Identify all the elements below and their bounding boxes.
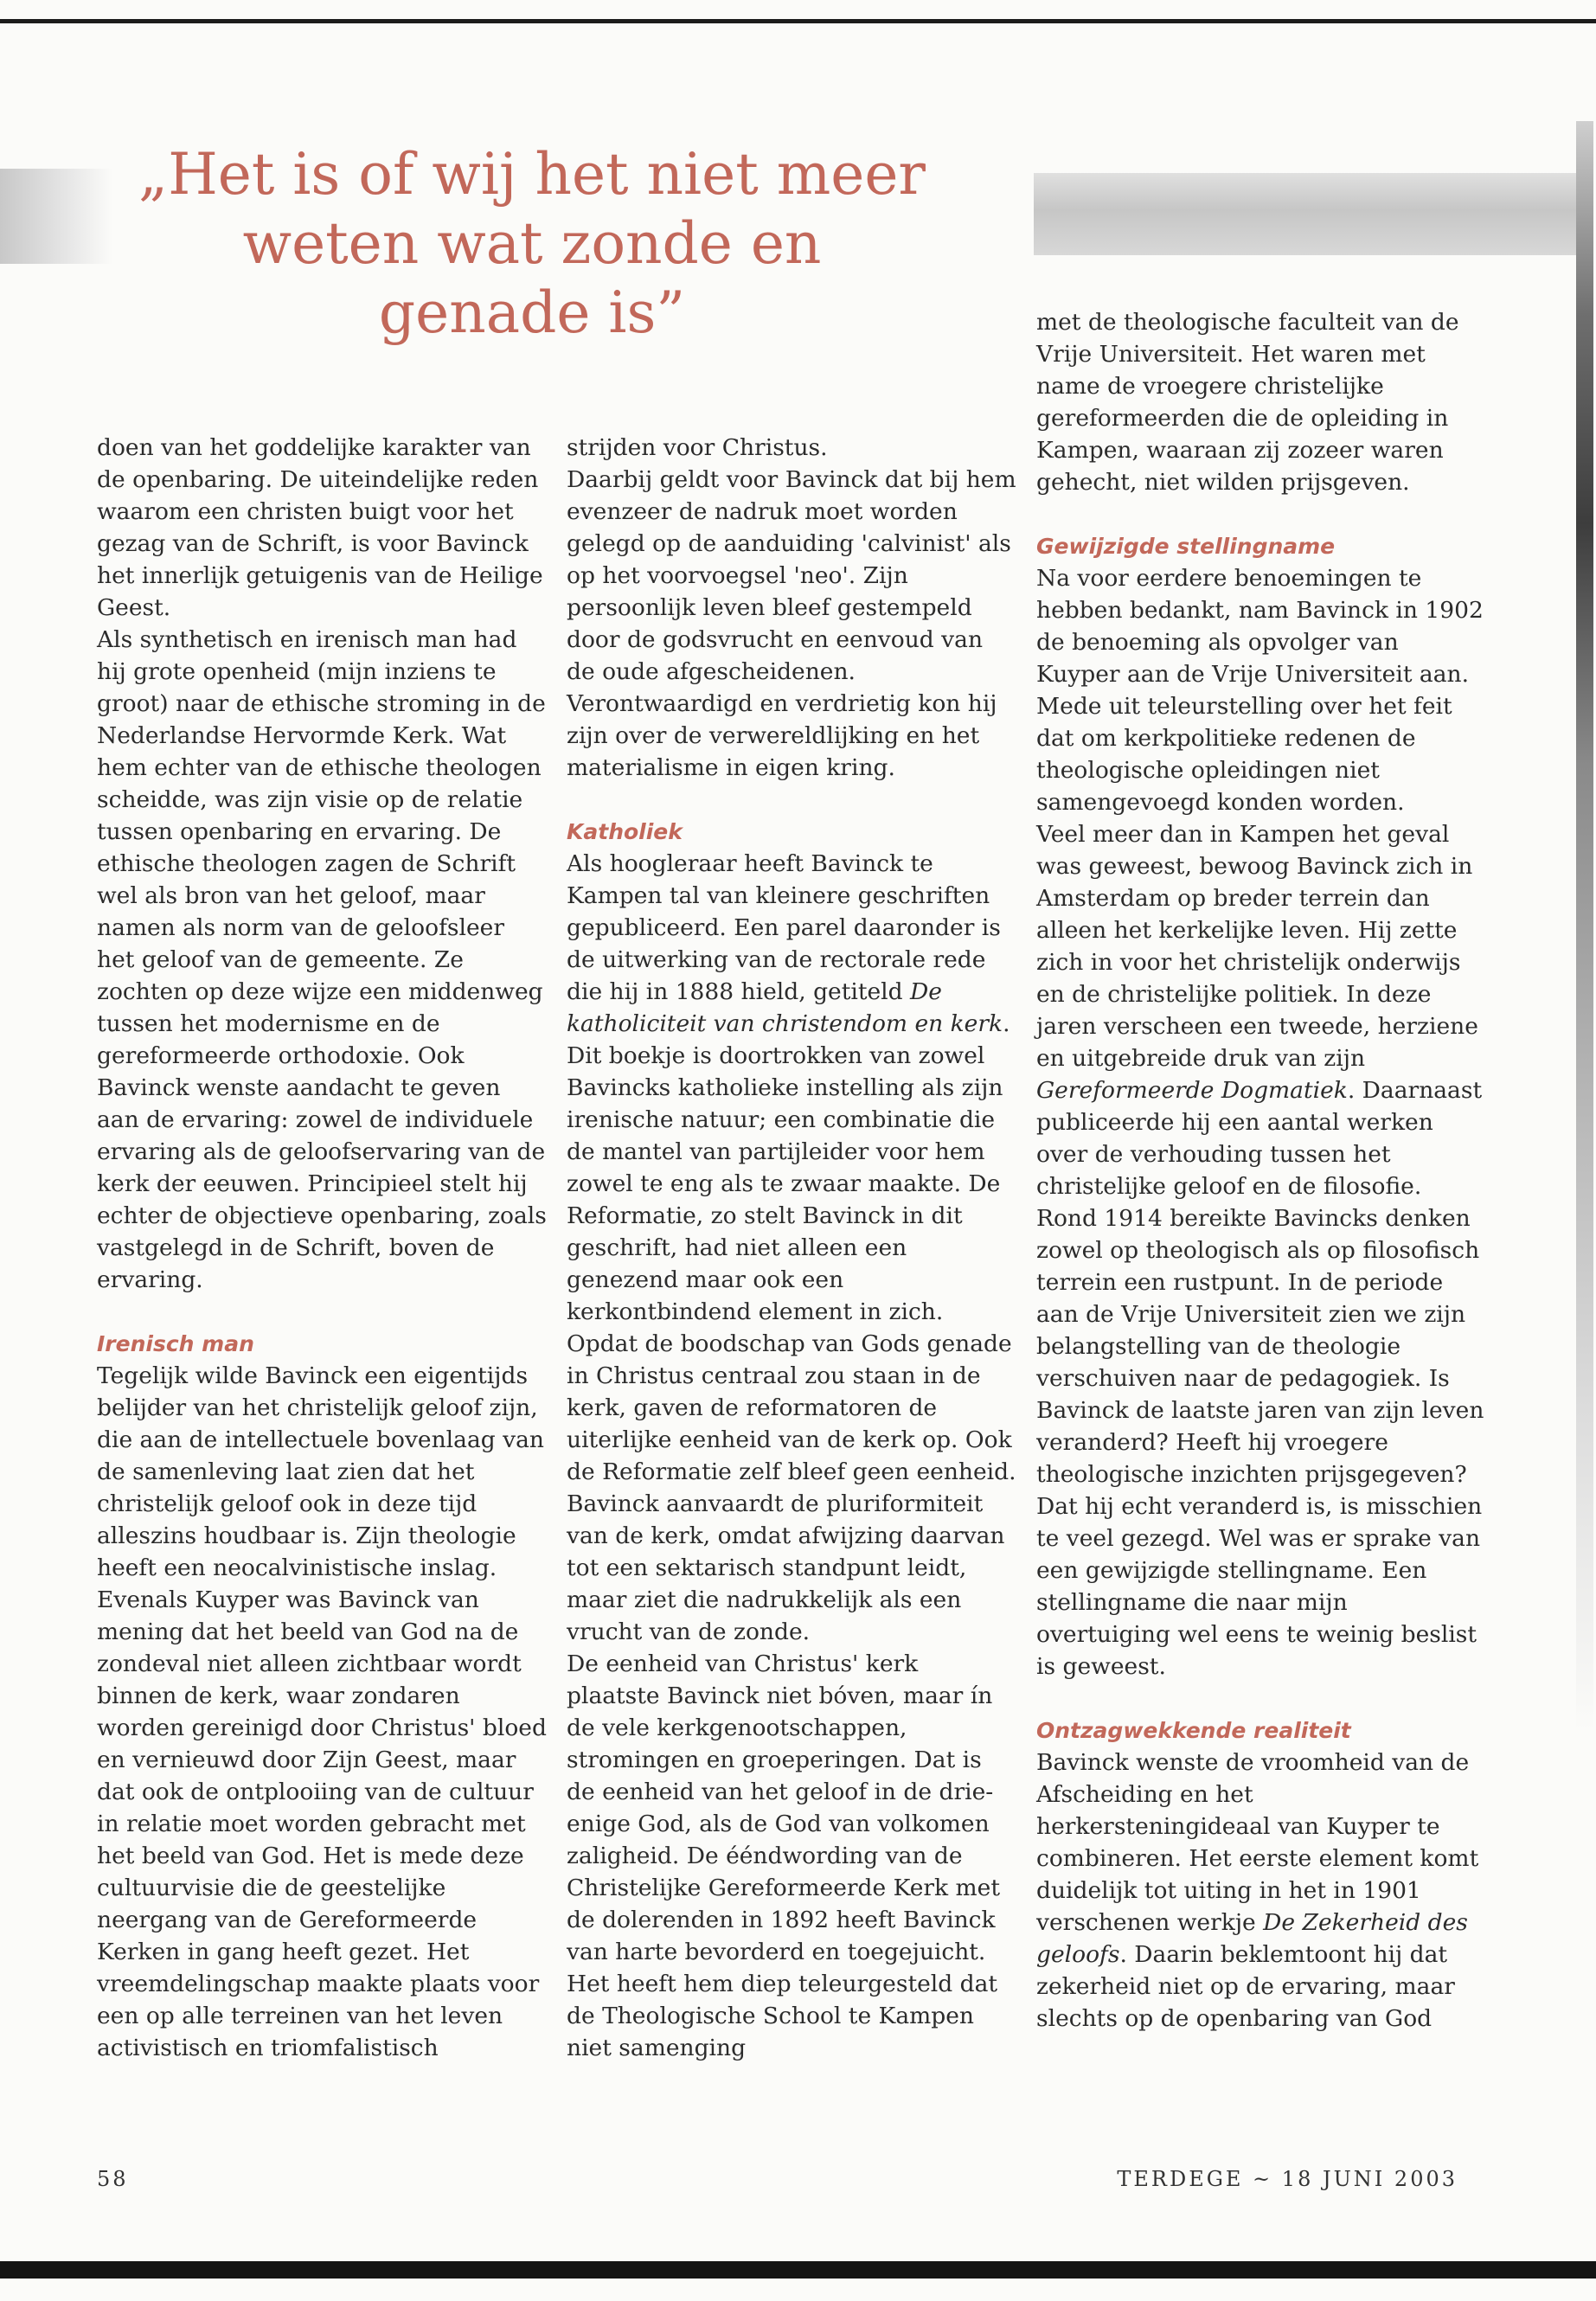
paragraph: Als hoogleraar heeft Bavinck te Kampen tal van kleinere geschriften gepubliceerd. Een parel daaronder is de uitwerking van de rectorale rede die hij in 1888 hield, getiteld De katholiciteit van christendom en kerk. Dit boekje is doortrokken van zowel Bavincks katholieke instelling als zijn irenische natuur; een combinatie die de mantel van partijleider voor hem zowel te eng als te zwaar maakte. De Reformatie, zo stelt Bavinck in dit geschrift, had niet alleen een genezend maar ook een kerkontbindend element in zich. Opdat de boodschap van Gods genade in Christus centraal zou staan in de kerk, gaven de reformatoren de uiterlijke eenheid van de kerk op. Ook de Reformatie zelf bleef geen eenheid. Bavinck aanvaardt de pluriformiteit van de kerk, omdat afwijzing daarvan tot een sektarisch standpunt leidt, maar ziet die nadrukkelijk als een vrucht van de zonde. <box>567 850 1016 1645</box>
headline-quote: „Het is of wij het niet meer weten wat zonde en genade is” <box>138 141 926 346</box>
book-title: De Zekerheid des geloofs <box>1036 1909 1468 1968</box>
paragraph: Bavinck wenste de vroomheid van de Afscheiding en het herkersteningideaal van Kuyper te combineren. Het eerste element komt duidelijk tot uiting in het in 1901 verschenen werkje De Zekerheid des geloofs. Daarin beklemtoont hij dat zekerheid niet op de ervaring, maar slechts op de openbaring van God <box>1036 1749 1479 2032</box>
paragraph: Daarbij geldt voor Bavinck dat bij hem evenzeer de nadruk moet worden gelegd op de aanduiding 'calvinist' als op het voorvoegsel 'neo'. Zijn persoonlijk leven bleef gestempeld door de godsvrucht en eenvoud van de oude afgescheidenen. Verontwaardigd en verdrietig kon hij zijn over de verwereldlijking en het materialisme in eigen kring. <box>567 466 1016 781</box>
section-heading-gewijzigde-stellingname: Gewijzigde stellingname <box>1036 534 1336 559</box>
article-column-1 <box>97 432 547 2064</box>
paragraph: met de theologische faculteit van de Vrije Universiteit. Het waren met name de vroegere christelijke gereformeerden die de opleiding in Kampen, waaraan zij zozeer waren gehecht, niet wilden prijsgeven. <box>1036 309 1459 496</box>
scanned-photo-fragment-left <box>0 169 112 264</box>
scanned-photo-fragment-right <box>1034 173 1587 255</box>
article-column-2 <box>567 432 1016 2064</box>
paragraph: doen van het goddelijke karakter van de openbaring. De uiteindelijke reden waarom een christen buigt voor het gezag van de Schrift, is voor Bavinck het innerlijk getuigenis van de Heilige Geest. <box>97 434 543 621</box>
book-title: De katholiciteit van christendom en kerk <box>567 978 1003 1037</box>
publication-issue-line: TERDEGE ~ 18 JUNI 2003 <box>1117 2167 1458 2191</box>
paragraph: Veel meer dan in Kampen het geval was geweest, bewoog Bavinck zich in Amsterdam op breder terrein dan alleen het kerkelijke leven. Hij zette zich in voor het christelijk onderwijs en de christelijke politiek. In deze jaren verscheen een tweede, herziene en uitgebreide druk van zijn Gereformeerde Dogmatiek. Daarnaast publiceerde hij een aantal werken over de verhouding tussen het christelijke geloof en de filosofie. <box>1036 821 1483 1200</box>
paragraph: Als synthetisch en irenisch man had hij grote openheid (mijn inziens te groot) naar de ethische stroming in de Nederlandse Hervormde Kerk. Wat hem echter van de ethische theologen scheidde, was zijn visie op de relatie tussen openbaring en ervaring. De ethische theologen zagen de Schrift wel als bron van het geloof, maar namen als norm van de geloofsleer het geloof van de gemeente. Ze zochten op deze wijze een middenweg tussen het modernisme en de gereformeerde orthodoxie. Ook Bavinck wenste aandacht te geven aan de ervaring: zowel de individuele ervaring als de geloofservaring van de kerk der eeuwen. Principieel stelt hij echter de objectieve openbaring, zoals vastgelegd in de Schrift, boven de ervaring. <box>97 626 547 1293</box>
page-number: 58 <box>97 2167 129 2191</box>
bottom-rule <box>0 2261 1596 2279</box>
article-column-3 <box>1036 306 1486 2035</box>
section-heading-katholiek: Katholiek <box>567 819 683 844</box>
paragraph: strijden voor Christus. <box>567 434 828 461</box>
page-edge-shadow <box>1576 121 1593 1730</box>
top-rule <box>0 19 1596 23</box>
section-heading-irenisch-man: Irenisch man <box>97 1331 254 1356</box>
book-title: Gereformeerde Dogmatiek <box>1036 1077 1348 1104</box>
paragraph: De eenheid van Christus' kerk plaatste Bavinck niet bóven, maar ín de vele kerkgenootschappen, stromingen en groeperingen. Dat is de eenheid van het geloof in de drie-enige God, als de God van volkomen zaligheid. De ééndwording van de Christelijke Gereformeerde Kerk met de dolerenden in 1892 heeft Bavinck van harte bevorderd en toegejuicht. Het heeft hem diep teleurgesteld dat de Theologische School te Kampen niet samenging <box>567 1650 1000 2061</box>
section-heading-ontzagwekkende-realiteit: Ontzagwekkende realiteit <box>1036 1718 1351 1743</box>
paragraph: Na voor eerdere benoemingen te hebben bedankt, nam Bavinck in 1902 de benoeming als opvolger van Kuyper aan de Vrije Universiteit aan. Mede uit teleurstelling over het feit dat om kerkpolitieke redenen de theologische opleidingen niet samengevoegd konden worden. <box>1036 565 1484 816</box>
paragraph: Tegelijk wilde Bavinck een eigentijds belijder van het christelijk geloof zijn, die aan de intellectuele bovenlaag van de samenleving laat zien dat het christelijk geloof ook in deze tijd alleszins houdbaar is. Zijn theologie heeft een neocalvinistische inslag. Evenals Kuyper was Bavinck van mening dat het beeld van God na de zondeval niet alleen zichtbaar wordt binnen de kerk, waar zondaren worden gereinigd door Christus' bloed en vernieuwd door Zijn Geest, maar dat ook de ontplooiing van de cultuur in relatie moet worden gebracht met het beeld van God. Het is mede deze cultuurvisie die de geestelijke neergang van de Gereformeerde Kerken in gang heeft gezet. Het vreemdelingschap maakte plaats voor een op alle terreinen van het leven activistisch en triomfalistisch <box>97 1362 547 2061</box>
paragraph: Rond 1914 bereikte Bavincks denken zowel op theologisch als op filosofisch terrein een rustpunt. In de periode aan de Vrije Universiteit zien we zijn belangstelling van de theologie verschuiven naar de pedagogiek. Is Bavinck de laatste jaren van zijn leven veranderd? Heeft hij vroegere theologische inzichten prijsgegeven? Dat hij echt veranderd is, is misschien te veel gezegd. Wel was er sprake van een gewijzigde stellingname. Een stellingname die naar mijn overtuiging wel eens te weinig beslist is geweest. <box>1036 1205 1484 1680</box>
